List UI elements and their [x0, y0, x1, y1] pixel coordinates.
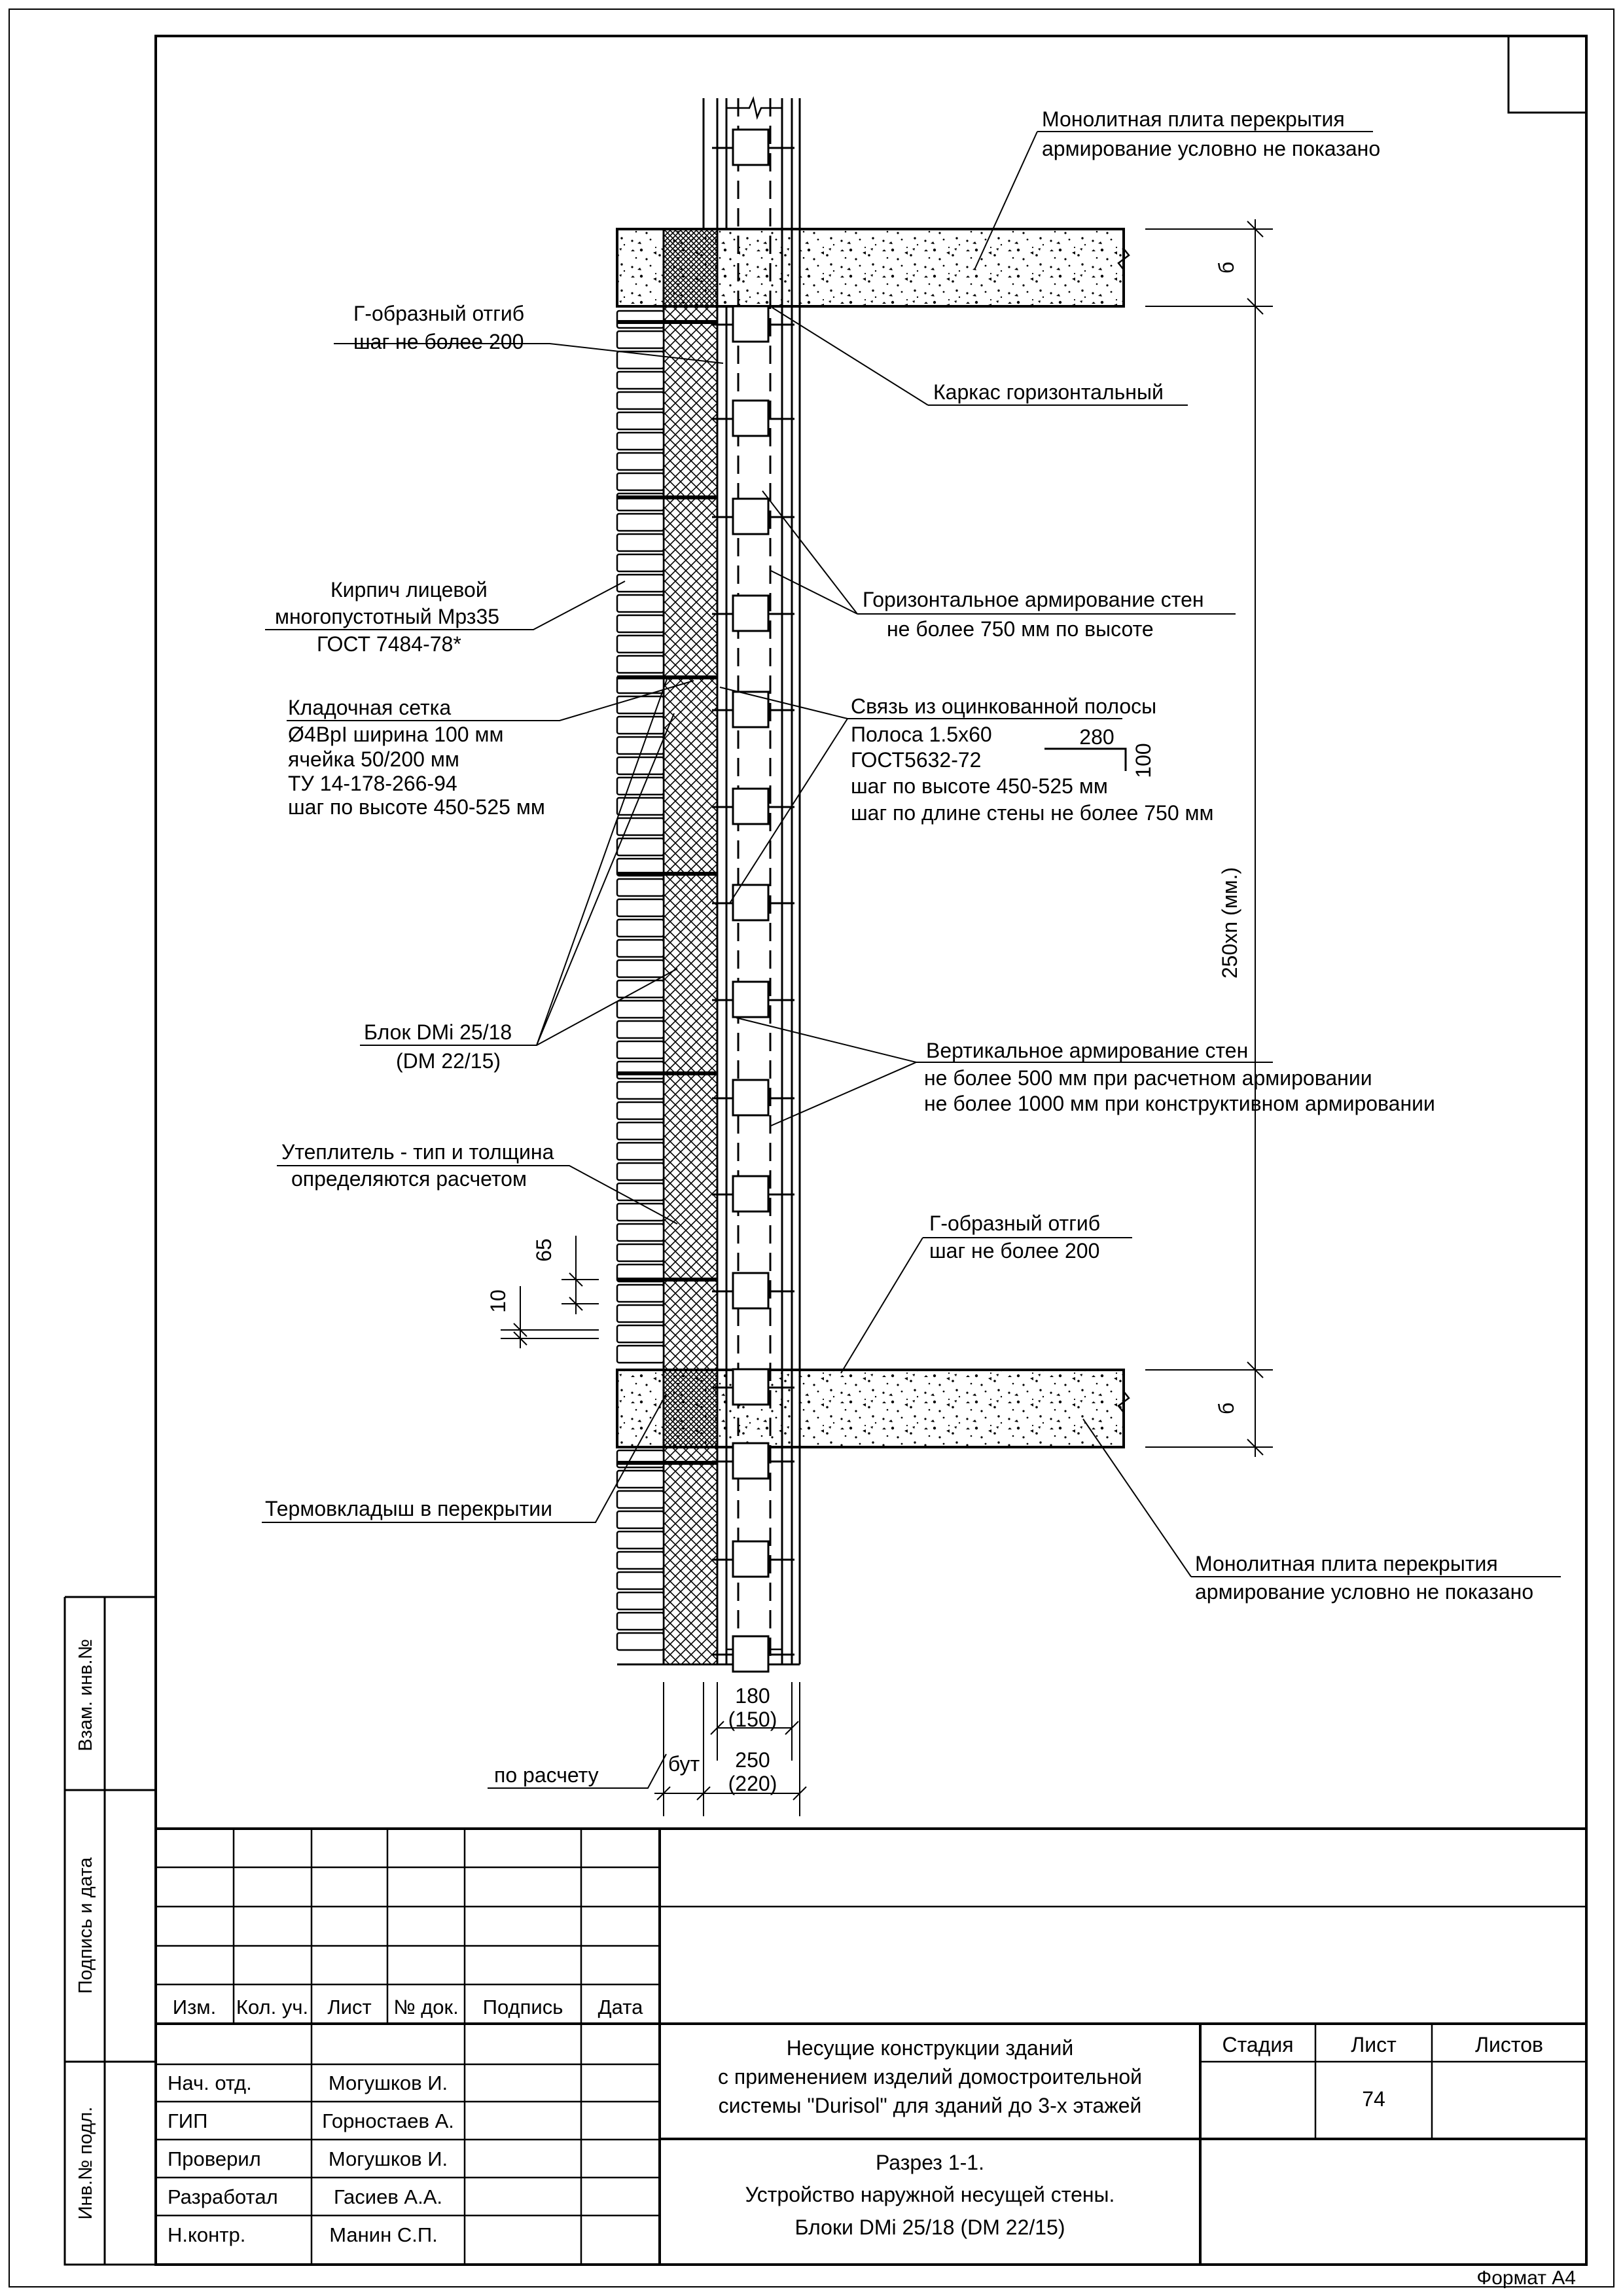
role-name: Манин С.П.: [329, 2223, 438, 2246]
project-title-line-1: Несущие конструкции зданий: [786, 2036, 1074, 2060]
role-name: Гасиев А.А.: [333, 2185, 443, 2208]
dim-core: 180: [735, 1684, 770, 1708]
label-tie-dim-100: 100: [1132, 743, 1155, 778]
brick: [617, 1532, 664, 1549]
header-data: Дата: [597, 1996, 643, 2018]
role-name: Могушков И.: [328, 2147, 448, 2170]
drawing-title-line-1: Разрез 1-1.: [876, 2151, 984, 2174]
reinforcement-frame: [733, 1443, 768, 1479]
wall-break-mark: [726, 99, 782, 117]
brick: [617, 331, 664, 348]
reinforcement-frame: [733, 789, 768, 824]
header-podpis: Подпись: [482, 1996, 563, 2018]
brick: [617, 1062, 664, 1079]
tie-detail-sketch: [1044, 749, 1126, 771]
brick: [617, 757, 664, 774]
thermal-insert-top: [664, 229, 717, 306]
thermal-insert-bottom: [664, 1370, 717, 1447]
brick: [617, 656, 664, 673]
brick: [617, 615, 664, 632]
brick: [617, 1325, 664, 1342]
label-block-2: (DM 22/15): [396, 1049, 501, 1073]
label-mesh-4: ТУ 14-178-266-94: [288, 772, 457, 795]
brick: [617, 778, 664, 795]
label-vreinf-2: не более 500 мм при расчетном армировании: [924, 1066, 1372, 1090]
label-block-1: Блок DMi 25/18: [364, 1020, 512, 1044]
label-tie-5: шаг по длине стены не более 750 мм: [851, 801, 1214, 825]
brick: [617, 453, 664, 470]
brick: [617, 1183, 664, 1200]
label-tie-dim-280: 280: [1079, 725, 1115, 749]
reinforcement-frame: [733, 1273, 768, 1308]
label-slab-top-1: Монолитная плита перекрытия: [1042, 107, 1345, 131]
label-insul-1: Утеплитель - тип и толщина: [281, 1140, 554, 1164]
brick: [617, 1592, 664, 1609]
brick: [617, 1143, 664, 1160]
label-slab-bot-1: Монолитная плита перекрытия: [1195, 1552, 1498, 1575]
label-by-calc: по расчету: [494, 1763, 599, 1787]
corner-box: [1508, 36, 1586, 113]
label-hook-bot-1: Г-образный отгиб: [929, 1211, 1101, 1235]
brick: [617, 1633, 664, 1650]
brick: [617, 311, 664, 328]
format-label: Формат А4: [1476, 2267, 1576, 2289]
brick: [617, 412, 664, 429]
brick: [617, 1001, 664, 1018]
label-insul-2: определяются расчетом: [291, 1167, 527, 1191]
role-label: Н.контр.: [168, 2223, 246, 2246]
label-mesh-5: шаг по высоте 450-525 мм: [288, 795, 545, 819]
dim-wall-alt: (220): [728, 1772, 777, 1795]
brick: [617, 372, 664, 389]
sheet-number: 74: [1362, 2087, 1385, 2111]
brick: [617, 575, 664, 592]
label-brick-3: ГОСТ 7484-78*: [317, 632, 461, 656]
brick: [617, 1450, 664, 1467]
brick: [617, 1244, 664, 1261]
role-label: Разработал: [168, 2185, 278, 2208]
label-hreinf-1: Горизонтальное армирование стен: [863, 588, 1204, 611]
reinforcement-frame: [733, 499, 768, 534]
label-tie-3: ГОСТ5632-72: [851, 748, 982, 772]
brick: [617, 696, 664, 713]
brick: [617, 838, 664, 855]
side-label-podpis-data: Подпись и дата: [75, 1857, 96, 1994]
brick: [617, 1224, 664, 1241]
brick: [617, 1471, 664, 1488]
brick: [617, 1285, 664, 1302]
brick: [617, 1511, 664, 1528]
role-label: Нач. отд.: [168, 2072, 252, 2094]
drawing-title-line-2: Устройство наружной несущей стены.: [745, 2183, 1115, 2206]
reinforcement-frame: [733, 1080, 768, 1115]
dim-core-alt: (150): [728, 1708, 777, 1731]
dim-brick-height: 65: [532, 1238, 556, 1262]
label-brick-2: многопустотный Мрз35: [275, 605, 500, 628]
sheet-label: Лист: [1351, 2033, 1397, 2056]
reinforcement-frame: [733, 1541, 768, 1577]
brick: [617, 1122, 664, 1139]
dim-height: 250xn (мм.): [1218, 867, 1241, 979]
header-ndok: № док.: [393, 1996, 459, 2018]
label-mesh-3: ячейка 50/200 мм: [288, 747, 459, 771]
reinforcement-frame: [733, 1369, 768, 1405]
brick: [617, 595, 664, 612]
brick: [617, 737, 664, 754]
brick: [617, 899, 664, 916]
brick: [617, 636, 664, 653]
brick: [617, 554, 664, 571]
brick: [617, 1082, 664, 1099]
brick: [617, 1613, 664, 1630]
header-izm: Изм.: [172, 1996, 217, 2018]
header-kol: Кол. уч.: [236, 1996, 309, 2018]
brick: [617, 1102, 664, 1119]
brick: [617, 717, 664, 734]
label-thermal-insert: Термовкладыш в перекрытии: [265, 1497, 553, 1520]
label-brick-1: Кирпич лицевой: [330, 578, 488, 601]
brick: [617, 960, 664, 977]
brick: [617, 514, 664, 531]
label-vreinf-3: не более 1000 мм при конструктивном армировании: [924, 1092, 1435, 1115]
reinforcement-frame: [733, 401, 768, 436]
label-frame-horizontal: Каркас горизонтальный: [933, 380, 1164, 404]
label-mesh-1: Кладочная сетка: [288, 696, 452, 719]
dim-slab-top: б: [1215, 261, 1238, 274]
brick: [617, 534, 664, 551]
brick: [617, 1491, 664, 1508]
reinforcement-frame: [733, 596, 768, 631]
role-name: Могушков И.: [328, 2072, 448, 2094]
label-tie-1: Связь из оцинкованной полосы: [851, 694, 1157, 718]
reinforcement-frame: [733, 982, 768, 1017]
brick: [617, 1041, 664, 1058]
brick: [617, 1163, 664, 1180]
label-slab-top-2: армирование условно не показано: [1042, 137, 1381, 160]
brick: [617, 1572, 664, 1589]
brick: [617, 1552, 664, 1569]
brick: [617, 940, 664, 957]
brick: [617, 920, 664, 937]
insulation-upper: [664, 306, 717, 1370]
label-hook-bot-2: шаг не более 200: [929, 1239, 1100, 1263]
brick: [617, 879, 664, 896]
role-label: ГИП: [168, 2109, 208, 2132]
brick: [617, 1021, 664, 1038]
label-vreinf-1: Вертикальное армирование стен: [926, 1039, 1249, 1062]
brick: [617, 433, 664, 450]
brick: [617, 392, 664, 409]
label-slab-bot-2: армирование условно не показано: [1195, 1580, 1534, 1604]
sheets-label: Листов: [1475, 2033, 1543, 2056]
label-hreinf-2: не более 750 мм по высоте: [887, 617, 1154, 641]
brick: [617, 1305, 664, 1322]
drawing-title-line-3: Блоки DMi 25/18 (DM 22/15): [794, 2215, 1065, 2239]
stage-label: Стадия: [1222, 2033, 1294, 2056]
label-tie-4: шаг по высоте 450-525 мм: [851, 774, 1108, 798]
project-title-line-3: системы "Durisol" для зданий до 3-х этажей: [718, 2094, 1142, 2117]
side-label-inv: Инв.№ подл.: [75, 2106, 96, 2220]
project-title-line-2: с применением изделий домостроительной: [717, 2065, 1143, 2089]
leader-lines: [262, 132, 1561, 1788]
side-label-vzam: Взам. инв.№: [75, 1639, 96, 1751]
label-hook-top-2: шаг не более 200: [353, 330, 524, 353]
reinforcement-frame: [733, 692, 768, 727]
role-name: Горностаев А.: [322, 2109, 454, 2132]
brick: [617, 1346, 664, 1363]
reinforcement-frame: [733, 1636, 768, 1672]
title-block-headers: [173, 1996, 643, 2018]
reinforcement-frame: [733, 130, 768, 165]
insulation-lower: [664, 1447, 717, 1664]
header-list: Лист: [327, 1996, 372, 2018]
label-tie-2: Полоса 1.5х60: [851, 723, 992, 746]
dim-gap: бут: [668, 1752, 700, 1776]
dim-joint: 10: [486, 1289, 510, 1313]
brick: [617, 473, 664, 490]
dim-slab-bottom: б: [1215, 1402, 1238, 1415]
role-label: Проверил: [168, 2147, 261, 2170]
label-hook-top-1: Г-образный отгиб: [353, 302, 525, 325]
reinforcement-frame: [733, 306, 768, 342]
reinforcement-frame: [733, 1176, 768, 1211]
dim-wall: 250: [735, 1748, 770, 1772]
label-mesh-2: Ø4ВрI ширина 100 мм: [288, 723, 504, 746]
